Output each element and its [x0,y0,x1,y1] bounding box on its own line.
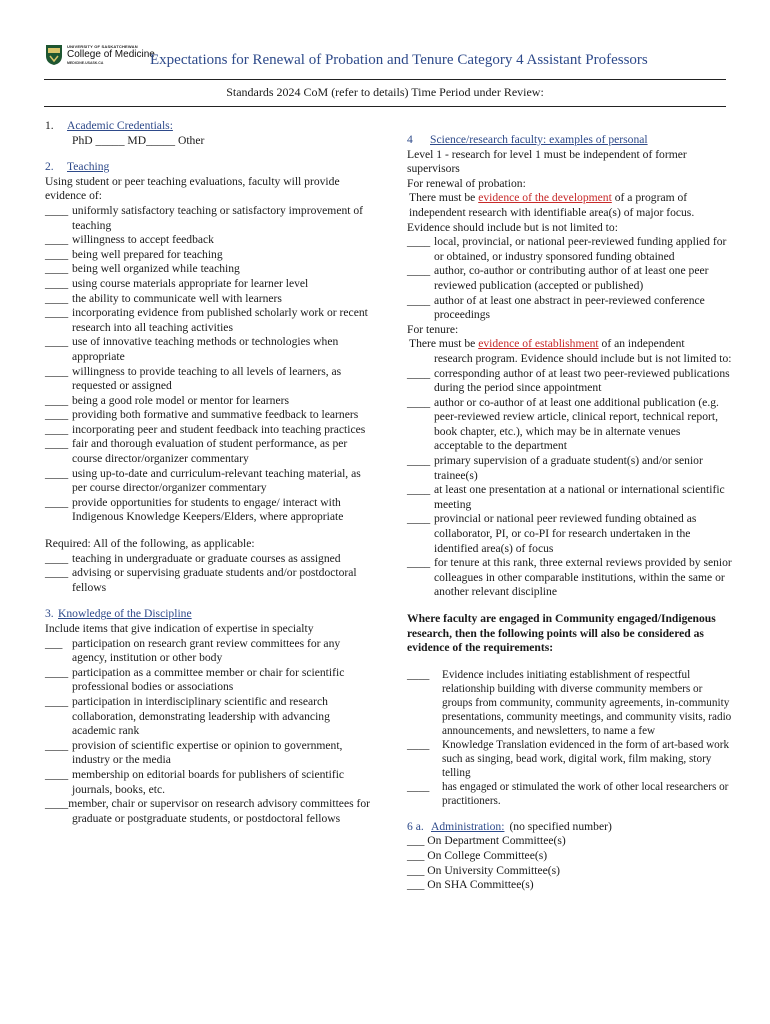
checkbox-blank[interactable]: ___ [407,848,425,862]
list-item [45,365,375,394]
list-item-text: participation on research grant review committees for any agency, institution or other body [72,636,341,665]
list-item-text: being a good role model or mentor for learners [72,393,289,407]
left-column [45,119,375,826]
list-item [407,878,732,893]
checkbox-blank[interactable]: ____ [45,422,69,436]
checkbox-blank[interactable]: ____ [45,466,69,480]
section-4-heading [407,133,732,148]
list-item-text: provide opportunities for students to engage/ interact with Indigenous Knowledge Keepers/Elders, where appropriate [72,495,344,524]
checkbox-blank[interactable]: ____ [407,264,431,278]
list-item-text: willingness to accept feedback [72,233,214,247]
checkbox-blank[interactable]: ____ [45,767,69,781]
section-3-heading [45,607,375,622]
tenure-evidence-link[interactable]: evidence of establishment [478,337,599,351]
checkbox-blank[interactable]: ____ [45,233,69,247]
list-item [407,849,732,864]
list-item [407,738,732,780]
list-item [45,768,375,797]
checkbox-blank[interactable]: ____ [407,454,431,468]
standards-line: Standards 2024 CoM (refer to details) Time Period under Review: [226,85,544,99]
checkbox-blank[interactable]: ____ [45,306,69,320]
checkbox-blank[interactable]: ____ [45,495,69,509]
list-item-text: participation as a committee member or chair for scientific professional bodies or associations [72,665,345,694]
list-item-text: using up-to-date and curriculum-relevant teaching material, as per course director/organizer commentary [72,466,361,495]
checkbox-blank[interactable]: ____ [407,395,431,409]
checkbox-blank[interactable]: ____ [407,668,430,681]
list-item [45,292,375,307]
list-item-text: fair and thorough evaluation of student performance, as per course director/organizer commentary [72,437,348,466]
list-item-text: using course materials appropriate for learner level [72,276,309,290]
list-item-text: provision of scientific expertise or opinion to government, industry or the media [72,738,343,767]
checkbox-blank[interactable]: ____ [45,437,69,451]
checkbox-blank[interactable]: ____ [45,364,69,378]
section-number: 2. [45,160,54,174]
list-item [45,467,375,496]
required-line [45,537,375,552]
list-item [45,496,375,525]
list-item [45,233,375,248]
divider-line [44,79,726,80]
list-item-text: On University Committee(s) [427,863,560,877]
list-item-text: at least one presentation at a national or international scientific meeting [434,483,725,511]
checkbox-blank[interactable]: ____ [45,203,69,217]
checkbox-blank[interactable]: ___ [407,878,425,892]
list-item-text: advising or supervising graduate students and/or postdoctoral fellows [72,566,357,594]
logo-department-text: MEDICINE.USASK.CA [67,61,104,65]
list-item [45,666,375,695]
list-item [407,780,732,808]
list-item-text: On SHA Committee(s) [427,878,534,892]
section-1-heading [45,119,375,134]
section-number: 3. [45,607,54,621]
credential-options: PhD _____ MD_____ Other [72,133,205,147]
list-item-text: member, chair or supervisor on research advisory committees for graduate or postgraduate students, or postdoctoral fellows [68,797,371,825]
section-number: 1. [45,119,54,132]
list-item-text: incorporating evidence from published scholarly work or recent research into all teaching activities [72,306,368,334]
list-item [45,277,375,292]
list-item [45,739,375,768]
list-item [45,797,375,826]
section-number: 4 [407,133,413,146]
list-item [407,367,732,396]
list-item [45,423,375,438]
checkbox-blank[interactable]: ____ [407,293,431,307]
list-item-text: participation in interdisciplinary scientific and research collaboration, demonstrating leadership with advancing academic rank [72,694,330,738]
college-logo [45,44,155,66]
renewal-label: For renewal of probation: [407,176,526,190]
list-item [45,637,375,666]
checkbox-blank[interactable]: ____ [407,780,430,793]
required-text: : All of the following, as applicable: [87,537,255,551]
list-item-text: for tenure at this rank, three external reviews provided by senior colleagues in other comparable institutions, within the same or another relevant discipline [434,556,732,599]
logo-college-text: College of Medicine [67,49,155,60]
checkbox-blank[interactable]: ___ [407,834,425,848]
university-crest-icon [45,44,63,66]
list-item [407,454,732,483]
level-note: Level 1 - research for level 1 must be independent of former supervisors [407,147,687,176]
list-item-text: willingness to provide teaching to all levels of learners, as requested or assigned [72,364,342,393]
renewal-statement [407,191,732,220]
checkbox-blank[interactable]: ____ [45,566,69,580]
list-item-text: On College Committee(s) [427,848,548,862]
list-item-text: providing both formative and summative feedback to learners [72,408,359,422]
list-item-text: On Department Committee(s) [427,834,566,848]
tenure-pre: There must be [409,337,479,351]
list-item-text: Evidence includes initiating establishment of respectful relationship building with diverse community members or groups from community, community agreements, in-community presentations, community meetings, and community visits, radio announcements, and newsletters, to name a few [442,668,732,737]
checkbox-blank[interactable]: ____ [45,262,69,276]
section-number: 6 a. [407,819,424,833]
section-6a-heading [407,820,732,835]
tenure-label: For tenure: [407,322,459,336]
document-title: Expectations for Renewal of Probation and Tenure Category 4 Assistant Professors [150,52,648,68]
list-item [45,394,375,409]
renewal-pre: There must be [409,191,479,205]
checkbox-blank[interactable]: ___ [45,636,63,650]
list-item [45,204,375,233]
list-item-text: being well organized while teaching [72,262,240,276]
list-item [407,264,732,293]
list-item-text: author or co-author of at least one additional publication (e.g. peer-reviewed review article, clinical report, technical report, book chapter, etc.), which may be in alternate venues acceptable to the department [434,395,719,453]
list-item-text: teaching in undergraduate or graduate courses as assigned [72,551,341,565]
section-title: Teaching [67,160,110,174]
section-title: Science/research faculty: examples of personal [430,133,648,146]
list-item-text: being well prepared for teaching [72,247,223,261]
renewal-evidence: Evidence should include but is not limited to: [407,220,618,234]
checkbox-blank[interactable]: ____ [45,694,69,708]
community-heading: Where faculty are engaged in Community engaged/Indigenous research, then the following points will also be considered as evidence of the requirements: [407,612,716,655]
required-label: Required [45,537,88,551]
list-item [45,248,375,263]
checkbox-blank[interactable]: ____ [45,291,69,305]
checkbox-blank[interactable]: ____ [407,738,430,751]
checkbox-blank[interactable]: ___ [407,863,425,877]
list-item [45,408,375,423]
section-title: Knowledge of the Discipline [58,607,192,621]
list-item-text: provincial or national peer reviewed funding obtained as collaborator, PI, or co-PI for research undertaken in the identified area(s) of focus [434,512,697,555]
section-note: (no specified number) [509,819,612,833]
renewal-post: of a program of independent research with identifiable area(s) of major focus. [409,191,695,219]
right-column [407,133,732,893]
checkbox-blank[interactable]: ____ [45,408,69,422]
section-title: Administration: [431,819,505,833]
list-item [45,552,375,567]
tenure-post: of an independent [598,337,685,351]
list-item [407,235,732,264]
checkbox-blank[interactable]: ____ [45,247,69,261]
list-item [45,695,375,739]
list-item-text: uniformly satisfactory teaching or satisfactory improvement of teaching [72,203,364,232]
checkbox-blank[interactable]: ____ [45,276,69,290]
list-item-text: local, provincial, or national peer-reviewed funding applied for or obtained, or industry sponsored funding obtained [434,235,727,263]
list-item-text: incorporating peer and student feedback into teaching practices [72,422,366,436]
checkbox-blank[interactable]: ____ [45,738,69,752]
list-item-text: corresponding author of at least two peer-reviewed publications during the period since appointment [434,366,730,395]
logo-university-text: UNIVERSITY OF SASKATCHEWAN [67,44,138,49]
checkbox-blank[interactable]: ____ [45,665,69,679]
list-item [407,668,732,738]
section-title: Academic Credentials: [67,119,173,132]
list-item [45,335,375,364]
checkbox-blank[interactable]: ____ [407,512,431,526]
list-item [407,294,732,323]
tenure-continuation: research program. Evidence should include but is not limited to: [434,351,732,365]
list-item [407,512,732,556]
section-intro: Using student or peer teaching evaluations, faculty will provide evidence of: [45,174,340,203]
list-item [45,566,375,595]
renewal-evidence-link[interactable]: evidence of the development [478,191,612,205]
divider-line [44,106,726,107]
checkbox-blank[interactable]: ____ [407,235,431,249]
list-item [407,834,732,849]
list-item-text: the ability to communicate well with learners [72,291,282,305]
list-item-text: author, co-author or contributing author of at least one peer reviewed publication (accepted or published) [434,264,709,292]
list-item-text: author of at least one abstract in peer-reviewed conference proceedings [434,293,705,322]
section-2-heading [45,160,375,175]
list-item-text: use of innovative teaching methods or technologies when appropriate [72,335,339,363]
list-item [407,556,732,600]
checkbox-blank[interactable]: ____ [45,393,69,407]
list-item-text: membership on editorial boards for publishers of scientific journals, books, etc. [72,767,345,796]
list-item-text: has engaged or stimulated the work of other local researchers or practitioners. [442,780,729,807]
checkbox-blank[interactable]: ____ [45,335,69,349]
list-item [407,864,732,879]
teaching-checklist [45,204,375,525]
list-item-text: Knowledge Translation evidenced in the form of art-based work such as singing, bead work, digital work, film making, story telling [442,738,730,779]
list-item [45,437,375,466]
checkbox-blank[interactable]: ____ [407,556,431,570]
list-item [407,396,732,454]
tenure-statement [407,337,732,352]
checkbox-blank[interactable]: ____ [407,366,431,380]
list-item [407,483,732,512]
checkbox-blank[interactable]: ____ [45,797,69,811]
list-item [45,262,375,277]
list-item [45,306,375,335]
section-intro: Include items that give indication of expertise in specialty [45,622,314,635]
checkbox-blank[interactable]: ____ [407,483,431,497]
list-item-text: primary supervision of a graduate student(s) and/or senior trainee(s) [434,454,703,482]
checkbox-blank[interactable]: ____ [45,551,69,565]
